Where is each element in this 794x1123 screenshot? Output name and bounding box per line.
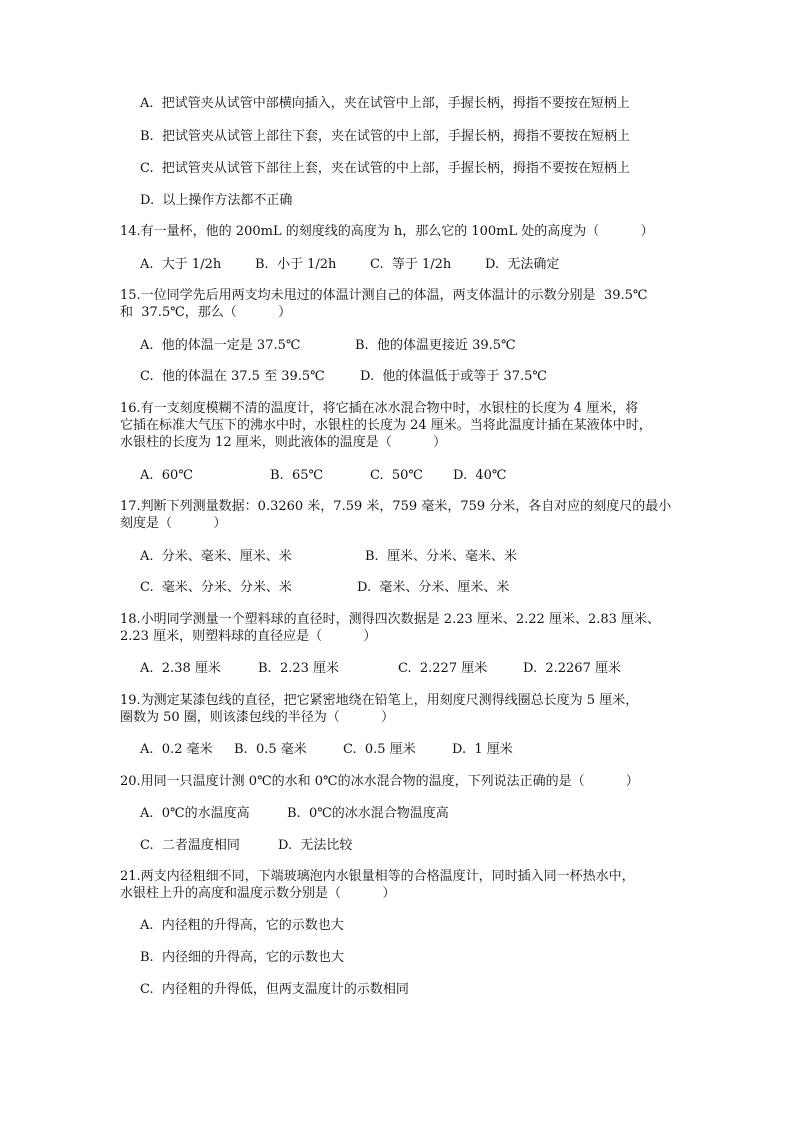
q19-option-d: D. 1 厘米 xyxy=(452,742,513,757)
q18-option-c: C. 2.227 厘米 xyxy=(398,661,488,676)
q16-option-a: A. 60℃ xyxy=(140,468,193,483)
q19-option-c: C. 0.5 厘米 xyxy=(343,742,416,757)
q18-option-b: B. 2.23 厘米 xyxy=(258,661,340,676)
q21-option-b: B. 内径细的升得高，它的示数也大 xyxy=(140,950,344,965)
q15-stem-line1: 15.一位同学先后用两支均未甩过的体温计测自己的体温，两支体温计的示数分别是 39.5℃ xyxy=(120,288,648,303)
q21-option-c: C. 内径粗的升得低，但两支温度计的示数相同 xyxy=(140,982,409,997)
q14-stem: 14.有一量杯，他的 200mL 的刻度线的高度为 h，那么它的 100mL 处的高度为（ ） xyxy=(120,224,654,239)
q19-stem-line2: 圈数为 50 圈，则该漆包线的半径为（ ） xyxy=(120,710,395,725)
q18-option-a: A. 2.38 厘米 xyxy=(140,661,221,676)
q14-option-c: C. 等于 1/2h xyxy=(370,257,452,272)
q20-option-c: C. 二者温度相同 xyxy=(140,838,240,853)
q20-option-b: B. 0℃的冰水混合物温度高 xyxy=(287,806,449,821)
q17-option-c: C. 毫米、分米、分米、米 xyxy=(140,580,292,595)
q16-stem-line1: 16.有一支刻度模糊不清的温度计，将它插在冰水混合物中时，水银柱的长度为 4 厘米，将 xyxy=(120,401,639,416)
q15-stem-line2: 和 37.5℃，那么（ ） xyxy=(120,305,292,320)
q13-option-a: A. 把试管夹从试管中部横向插入，夹在试管中上部，手握长柄，拇指不要按在短柄上 xyxy=(140,96,630,111)
q15-option-b: B. 他的体温更接近 39.5℃ xyxy=(355,338,516,353)
q20-option-a: A. 0℃的水温度高 xyxy=(140,806,250,821)
q19-option-b: B. 0.5 毫米 xyxy=(234,742,307,757)
q13-option-d: D. 以上操作方法都不正确 xyxy=(140,193,293,208)
q19-stem-line1: 19.为测定某漆包线的直径，把它紧密地绕在铅笔上，用刻度尺测得线圈总长度为 5 厘米， xyxy=(120,693,639,708)
q19-option-a: A. 0.2 毫米 xyxy=(140,742,213,757)
q14-option-b: B. 小于 1/2h xyxy=(255,257,337,272)
q18-stem-line2: 2.23 厘米，则塑料球的直径应是（ ） xyxy=(120,629,377,644)
q16-option-d: D. 40℃ xyxy=(453,468,507,483)
q15-option-d: D. 他的体温低于或等于 37.5℃ xyxy=(360,369,547,384)
q21-stem-line1: 21.两支内径粗细不同，下端玻璃泡内水银量相等的合格温度计，同时插入同一杯热水中， xyxy=(120,869,635,884)
q21-option-a: A. 内径粗的升得高，它的示数也大 xyxy=(140,918,344,933)
q14-option-a: A. 大于 1/2h xyxy=(140,257,222,272)
q20-option-d: D. 无法比较 xyxy=(278,838,353,853)
q16-option-c: C. 50℃ xyxy=(370,468,423,483)
q17-stem-line2: 刻度是（ ） xyxy=(120,516,227,531)
q15-option-c: C. 他的体温在 37.5 至 39.5℃ xyxy=(140,369,325,384)
q14-option-d: D. 无法确定 xyxy=(485,257,560,272)
q13-option-c: C. 把试管夹从试管下部往上套，夹在试管的中上部，手握长柄，拇指不要按在短柄上 xyxy=(140,161,630,176)
q13-option-b: B. 把试管夹从试管上部往下套，夹在试管的中上部，手握长柄，拇指不要按在短柄上 xyxy=(140,129,630,144)
q17-option-a: A. 分米、毫米、厘米、米 xyxy=(140,549,292,564)
q16-stem-line3: 水银柱的长度为 12 厘米，则此液体的温度是（ ） xyxy=(120,435,447,450)
q17-option-b: B. 厘米、分米、毫米、米 xyxy=(365,549,517,564)
q17-option-d: D. 毫米、分米、厘米、米 xyxy=(357,580,510,595)
q17-stem-line1: 17.判断下列测量数据：0.3260 米，7.59 米，759 毫米，759 分米，各自对应的刻度尺的最小 xyxy=(120,499,672,514)
q16-stem-line2: 它插在标准大气压下的沸水中时，水银柱的长度为 24 厘米。当将此温度计插在某液体中时， xyxy=(120,418,652,433)
q20-stem: 20.用同一只温度计测 0℃的水和 0℃的冰水混合物的温度，下列说法正确的是（ ） xyxy=(120,774,639,789)
q16-option-b: B. 65℃ xyxy=(270,468,324,483)
q15-option-a: A. 他的体温一定是 37.5℃ xyxy=(140,338,301,353)
q21-stem-line2: 水银柱上升的高度和温度示数分别是（ ） xyxy=(120,886,396,901)
q18-option-d: D. 2.2267 厘米 xyxy=(523,661,621,676)
q18-stem-line1: 18.小明同学测量一个塑料球的直径时，测得四次数据是 2.23 厘米、2.22 厘米、2.83 厘米、 xyxy=(120,612,661,627)
